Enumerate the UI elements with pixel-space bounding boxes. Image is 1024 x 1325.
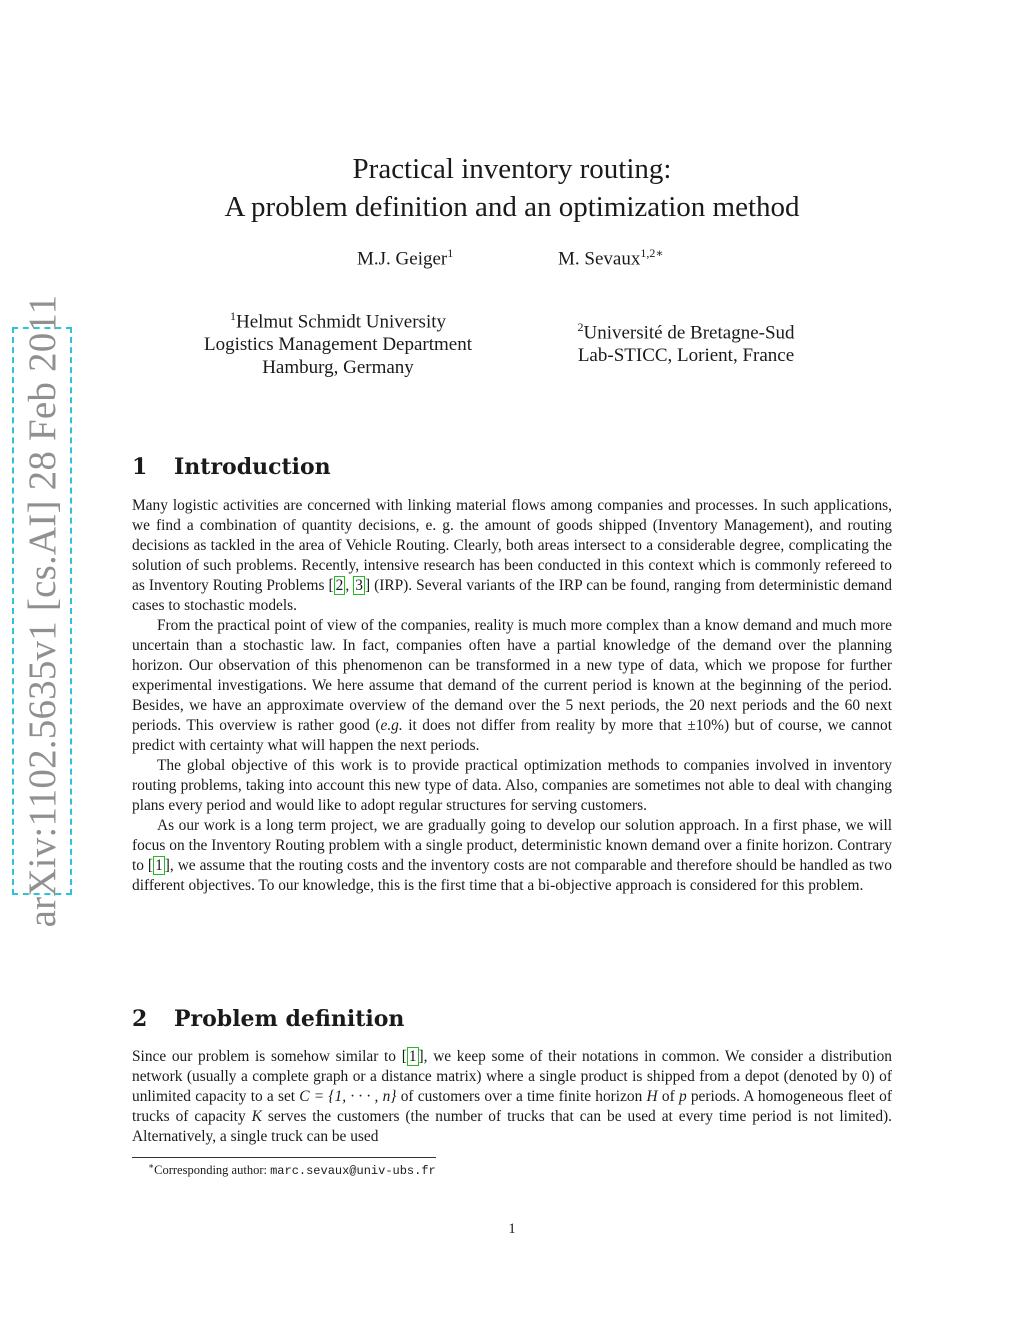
affiliation-mark: 2 [577, 320, 584, 334]
author-affiliation-mark: 1 [447, 246, 454, 260]
section-heading-problem-definition [132, 1006, 404, 1032]
text-run: of [657, 1088, 679, 1105]
problem-definition-body [132, 1047, 892, 1147]
math-var: K [251, 1108, 262, 1125]
text-run: , [345, 577, 354, 594]
section-title: Introduction [174, 454, 331, 480]
footnote-mark: ∗ [148, 1161, 155, 1171]
author-name: M.J. Geiger [357, 248, 448, 270]
footnote-rule [132, 1157, 436, 1158]
arxiv-watermark: arXiv:1102.5635v1 [cs.AI] 28 Feb 2011 [12, 327, 72, 895]
text-run: of customers over a time finite horizon [396, 1088, 647, 1105]
text-run: periods. A homogeneous fleet of trucks of capacity [132, 1088, 892, 1125]
citation-link[interactable]: 1 [155, 857, 163, 874]
text-run: it does not differ from reality by more that ±10%) but of course, we cannot predict with certainty what will happen the next periods. [132, 717, 892, 754]
citation-link[interactable]: 3 [355, 577, 363, 594]
text-run: (IRP). Several variants of the IRP can be found, ranging from deterministic demand cases to stochastic models. [132, 577, 892, 614]
affiliation-line: Logistics Management Department [203, 334, 473, 356]
paragraph: Many logistic activities are concerned with linking material flows among companies and processes. In such applications, we find a combination of quantity decisions, e. g. the amount of goods shipped (Inventory Management), and routing decisions as tackled in the area of Vehicle Routing. Clearly, both areas intersect to a considerable degree, complicating the solution of such problems. Recently, intensive research has been conducted in this context which is commonly refereed to as Inventory Routing Problems [ 2 , 3 ] (IRP). Several variants of the IRP can be found, ranging from deterministic demand cases to stochastic models. [132, 497, 892, 614]
text-run: Many logistic activities are concerned with linking material flows among companies and processes. In such applications, we find a combination of quantity decisions, e. g. the amount of goods shipped (Inventory Management), and routing decisions as tackled in the area of Vehicle Routing. Clearly, both areas intersect to a considerable degree, complicating the solution of such problems. Recently, intensive research has been conducted in this context which is commonly refereed to as Inventory Routing Problems [132, 497, 892, 594]
citation-link[interactable]: 2 [335, 577, 344, 594]
author-geiger [357, 246, 453, 270]
affiliation-2 [546, 316, 826, 367]
section-number: 1 [132, 454, 148, 480]
text-run: As our work is a long term project, we are gradually going to develop our solution approach. In a first phase, we will focus on the Inventory Routing problem with a single product, deterministic known demand over a finite horizon. Contrary to [132, 817, 892, 874]
corresponding-email-link[interactable]: marc.sevaux@univ-ubs.fr [270, 1164, 436, 1179]
paragraph: The global objective of this work is to provide practical optimization methods to companies involved in inventory routing problems, taking into account this new type of data. Also, companies are sometimes not able to deal with changing plans every period and would like to adopt regular structures for serving customers. [132, 757, 892, 814]
math-set: C = {1, · · · , n} [299, 1088, 397, 1105]
affiliation-1 [178, 305, 498, 379]
affiliation-line: Helmut Schmidt University [235, 311, 447, 333]
affiliation-line: Hamburg, Germany [262, 357, 414, 379]
footnote [148, 1161, 436, 1178]
paper-title-line1: Practical inventory routing: [352, 153, 672, 185]
page-number: 1 [508, 1221, 516, 1237]
affiliation-line: Lab-STICC, Lorient, France [577, 345, 795, 367]
paragraph: Since our problem is somehow similar to [ 1 ], we keep some of their notations in common. We consider a distribution network (usually a complete graph or a distance matrix) where a single product is shipped from a depot (denoted by 0) of unlimited capacity to a set C = {1, · · · , n} of customers over a time finite horizon H of p periods. A homogeneous fleet of trucks of capacity K serves the customers (the number of trucks that can be used at every time period is not limited). Alternatively, a single truck can be used [132, 1048, 892, 1145]
text-run: , we assume that the routing costs and the inventory costs are not comparable and therefore should be handled as two different objectives. To our knowledge, this is the first time that a bi-objective approach is considered for this problem. [132, 857, 892, 894]
text-run: e.g. [380, 717, 403, 734]
math-var: p [678, 1088, 687, 1105]
affiliation-line: Université de Bretagne-Sud [583, 322, 795, 344]
footnote-label: Corresponding author: [154, 1163, 271, 1178]
paragraph: As our work is a long term project, we are gradually going to develop our solution approach. In a first phase, we will focus on the Inventory Routing problem with a single product, deterministic known demand over a finite horizon. Contrary to [ 1 ], we assume that the routing costs and the inventory costs are not comparable and therefore should be handled as two different objectives. To our knowledge, this is the first time that a bi-objective approach is considered for this problem. [132, 817, 892, 894]
citation-link[interactable]: 1 [408, 1048, 417, 1065]
paragraph [132, 616, 892, 756]
paper-title-line2: A problem definition and an optimization method [224, 191, 800, 223]
text-run: Since our problem is somehow similar to [132, 1048, 402, 1065]
text-run: , we keep some of their notations in common. We consider a distribution network (usually a complete graph or a distance matrix) where a single product is shipped from a depot (denoted by 0) of unlimited capacity to a set [132, 1048, 892, 1105]
section-title: Problem definition [174, 1006, 405, 1032]
math-var: H [646, 1088, 658, 1105]
author-sevaux [558, 246, 663, 270]
section-heading-introduction [132, 454, 331, 480]
text-run: serves the customers (the number of trucks that can be used at every time period is not limited). Alternatively, a single truck can be used [132, 1108, 892, 1145]
text-run: From the practical point of view of the companies, reality is much more complex than a know demand and much more uncertain than a stochastic law. In fact, companies often have a partial knowledge of the demand over the planning horizon. Our observation of this phenomenon can be transformed in a new type of data, which we propose for further experimental investigations. We here assume that demand of the current period is known at the beginning of the period. Besides, we have an approximate overview of the demand over the 5 next periods, the 20 next periods and the 60 next periods. This overview is rather good ( [132, 617, 892, 734]
section-number: 2 [132, 1006, 148, 1032]
introduction-body [132, 496, 892, 896]
affiliation-mark: 1 [229, 309, 236, 323]
author-affiliation-mark: 1,2∗ [640, 246, 664, 260]
author-name: M. Sevaux [558, 248, 641, 270]
